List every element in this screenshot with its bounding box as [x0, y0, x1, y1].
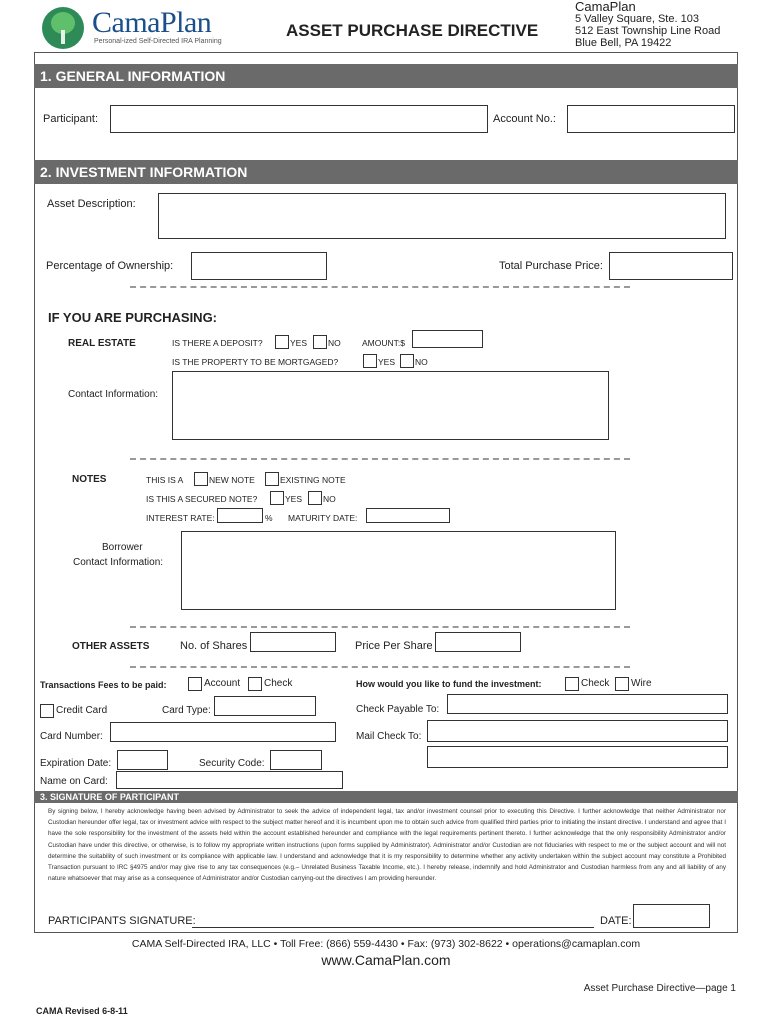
borrower-label: Borrower	[102, 542, 143, 553]
fund-wire-label: Wire	[631, 678, 652, 689]
new-note-checkbox[interactable]	[194, 472, 208, 486]
funding-heading: How would you like to fund the investment:	[356, 679, 542, 689]
page-title: ASSET PURCHASE DIRECTIVE	[286, 21, 539, 40]
interest-rate-field[interactable]	[217, 508, 263, 523]
legal-disclaimer: By signing below, I hereby acknowledge having been advised by Administrator to seek the advice of independent legal, tax and/or investment counsel prior to executing this Directive. I further acknowledge that neither Administrator nor Custodian hereunder offer legal, tax or investment advice with respect to the subject matter hereof and it is incumbent upon me to obtain such advice from qualified third parties prior to initiating the instant directive. I understand and agree that I have the sole responsibility for the investment of the assets held within the account established hereunder and compliance with the legal requirements pertinent thereto. I further acknowledge that the only responsibility Administrator and/or Custodian have under this directive, or otherwise, is to follow my appropriate written instructions (upon forms supplied by Administrator). Administrator and/or Custodian are not fiduciaries with respect to me or the subject account and will not determine the suitability of such investment or its compliance with applicable law. I understand and acknowledge that it is my responsibility to determine whether any activity undertaken within the subject account may constitute a Prohibited Transaction pursuant to IRC §4975 and/or may give rise to any tax consequences (e.g.– Unrelated Business Taxable Income, etc.). I hereby release, indemnify and hold Administrator and Custodian harmless from any and all liability of any nature whatsoever that may arise as a consequence of Administrator and/or Custodian carrying-out the directives I am providing hereunder.	[48, 808, 726, 883]
company-address	[575, 1, 720, 49]
security-code-label: Security Code:	[199, 758, 265, 769]
deposit-no-label: NO	[328, 338, 341, 348]
notes-label: NOTES	[72, 474, 107, 485]
mail-check-field[interactable]	[427, 720, 728, 742]
card-type-label: Card Type:	[162, 705, 211, 716]
deposit-yes-checkbox[interactable]	[275, 335, 289, 349]
secured-question: IS THIS A SECURED NOTE?	[146, 494, 258, 504]
asset-description-field[interactable]	[158, 193, 726, 239]
this-is-a-label: THIS IS A	[146, 475, 184, 485]
secured-yes-checkbox[interactable]	[270, 491, 284, 505]
amount-field[interactable]	[412, 330, 483, 348]
name-on-card-label: Name on Card:	[40, 776, 108, 787]
mortgage-yes-label: YES	[378, 357, 396, 367]
shares-field[interactable]	[250, 632, 336, 652]
shares-label: No. of Shares	[180, 640, 248, 652]
signature-label: PARTICIPANTS SIGNATURE:	[48, 915, 196, 927]
participant-label: Participant:	[43, 113, 99, 125]
total-price-label: Total Purchase Price:	[499, 260, 603, 272]
divider	[130, 626, 630, 628]
real-estate-label: REAL ESTATE	[68, 338, 136, 349]
section-signature-heading: 3. SIGNATURE OF PARTICIPANT	[34, 791, 738, 803]
divider	[130, 666, 630, 668]
fee-account-checkbox[interactable]	[188, 677, 202, 691]
borrower-contact-label: Contact Information:	[73, 557, 164, 568]
check-payable-label: Check Payable To:	[356, 704, 440, 715]
mortgage-no-checkbox[interactable]	[400, 354, 414, 368]
secured-no-checkbox[interactable]	[308, 491, 322, 505]
deposit-no-checkbox[interactable]	[313, 335, 327, 349]
percent-label: %	[265, 513, 273, 523]
fee-check-checkbox[interactable]	[248, 677, 262, 691]
logo-tree-icon	[40, 6, 86, 50]
price-per-share-field[interactable]	[435, 632, 521, 652]
maturity-date-field[interactable]	[366, 508, 450, 523]
mortgage-yes-checkbox[interactable]	[363, 354, 377, 368]
fees-heading: Transactions Fees to be paid:	[40, 680, 167, 690]
other-assets-label: OTHER ASSETS	[72, 641, 150, 652]
deposit-yes-label: YES	[290, 338, 308, 348]
revision-note: CAMA Revised 6-8-11	[36, 1006, 128, 1016]
maturity-date-label: MATURITY DATE:	[288, 513, 358, 523]
date-field[interactable]	[633, 904, 710, 928]
new-note-label: NEW NOTE	[209, 475, 255, 485]
expiration-label: Expiration Date:	[40, 758, 112, 769]
address-line: 512 East Township Line Road	[575, 25, 721, 37]
card-type-field[interactable]	[214, 696, 316, 716]
divider	[130, 458, 630, 460]
address-line: Blue Bell, PA 19422	[575, 37, 672, 49]
address-line: CamaPlan	[575, 0, 636, 14]
ownership-label: Percentage of Ownership:	[46, 260, 174, 272]
credit-card-label: Credit Card	[56, 705, 108, 716]
total-price-field[interactable]	[609, 252, 733, 280]
section-general-heading: 1. GENERAL INFORMATION	[34, 64, 738, 88]
price-per-share-label: Price Per Share	[355, 640, 433, 652]
address-line: 5 Valley Square, Ste. 103	[575, 13, 699, 25]
card-number-label: Card Number:	[40, 731, 103, 742]
re-contact-label: Contact Information:	[68, 389, 159, 400]
check-payable-field[interactable]	[447, 694, 728, 714]
signature-line[interactable]	[192, 927, 594, 928]
logo-tagline: Personal-ized Self-Directed IRA Planning	[94, 38, 222, 45]
fund-check-checkbox[interactable]	[565, 677, 579, 691]
date-label: DATE:	[600, 915, 632, 927]
secured-yes-label: YES	[285, 494, 303, 504]
asset-description-label: Asset Description:	[47, 198, 136, 210]
fee-account-label: Account	[204, 678, 241, 689]
amount-label: AMOUNT:$	[362, 338, 405, 348]
credit-card-checkbox[interactable]	[40, 704, 54, 718]
account-label: Account No.:	[493, 113, 556, 125]
page-number: Asset Purchase Directive—page 1	[583, 983, 736, 994]
existing-note-label: EXISTING NOTE	[280, 475, 346, 485]
mortgage-no-label: NO	[415, 357, 428, 367]
footer-contact: CAMA Self-Directed IRA, LLC • Toll Free: (866) 559-4430 • Fax: (973) 302-8622 • operations@camaplan.com	[131, 938, 641, 950]
footer-website: www.CamaPlan.com	[321, 952, 451, 968]
re-contact-field[interactable]	[172, 371, 609, 440]
logo-name: CamaPlan	[92, 6, 212, 39]
mail-check-label: Mail Check To:	[356, 731, 422, 742]
divider	[130, 286, 630, 288]
secured-no-label: NO	[323, 494, 336, 504]
card-number-field[interactable]	[110, 722, 336, 742]
account-field[interactable]	[567, 105, 735, 133]
fee-check-label: Check	[264, 678, 293, 689]
ownership-field[interactable]	[191, 252, 327, 280]
fund-check-label: Check	[581, 678, 610, 689]
logo	[40, 6, 240, 50]
name-on-card-field[interactable]	[116, 771, 343, 789]
section-investment-heading: 2. INVESTMENT INFORMATION	[34, 160, 738, 184]
expiration-field[interactable]	[117, 750, 168, 770]
interest-rate-label: INTEREST RATE:	[146, 513, 215, 523]
borrower-contact-field[interactable]	[181, 531, 616, 610]
fund-wire-checkbox[interactable]	[615, 677, 629, 691]
deposit-question: IS THERE A DEPOSIT?	[172, 338, 263, 348]
participant-field[interactable]	[110, 105, 488, 133]
security-code-field[interactable]	[270, 750, 322, 770]
purchasing-heading: IF YOU ARE PURCHASING:	[48, 310, 218, 325]
mortgage-question: IS THE PROPERTY TO BE MORTGAGED?	[172, 357, 339, 367]
existing-note-checkbox[interactable]	[265, 472, 279, 486]
mail-check-field-line2[interactable]	[427, 746, 728, 768]
